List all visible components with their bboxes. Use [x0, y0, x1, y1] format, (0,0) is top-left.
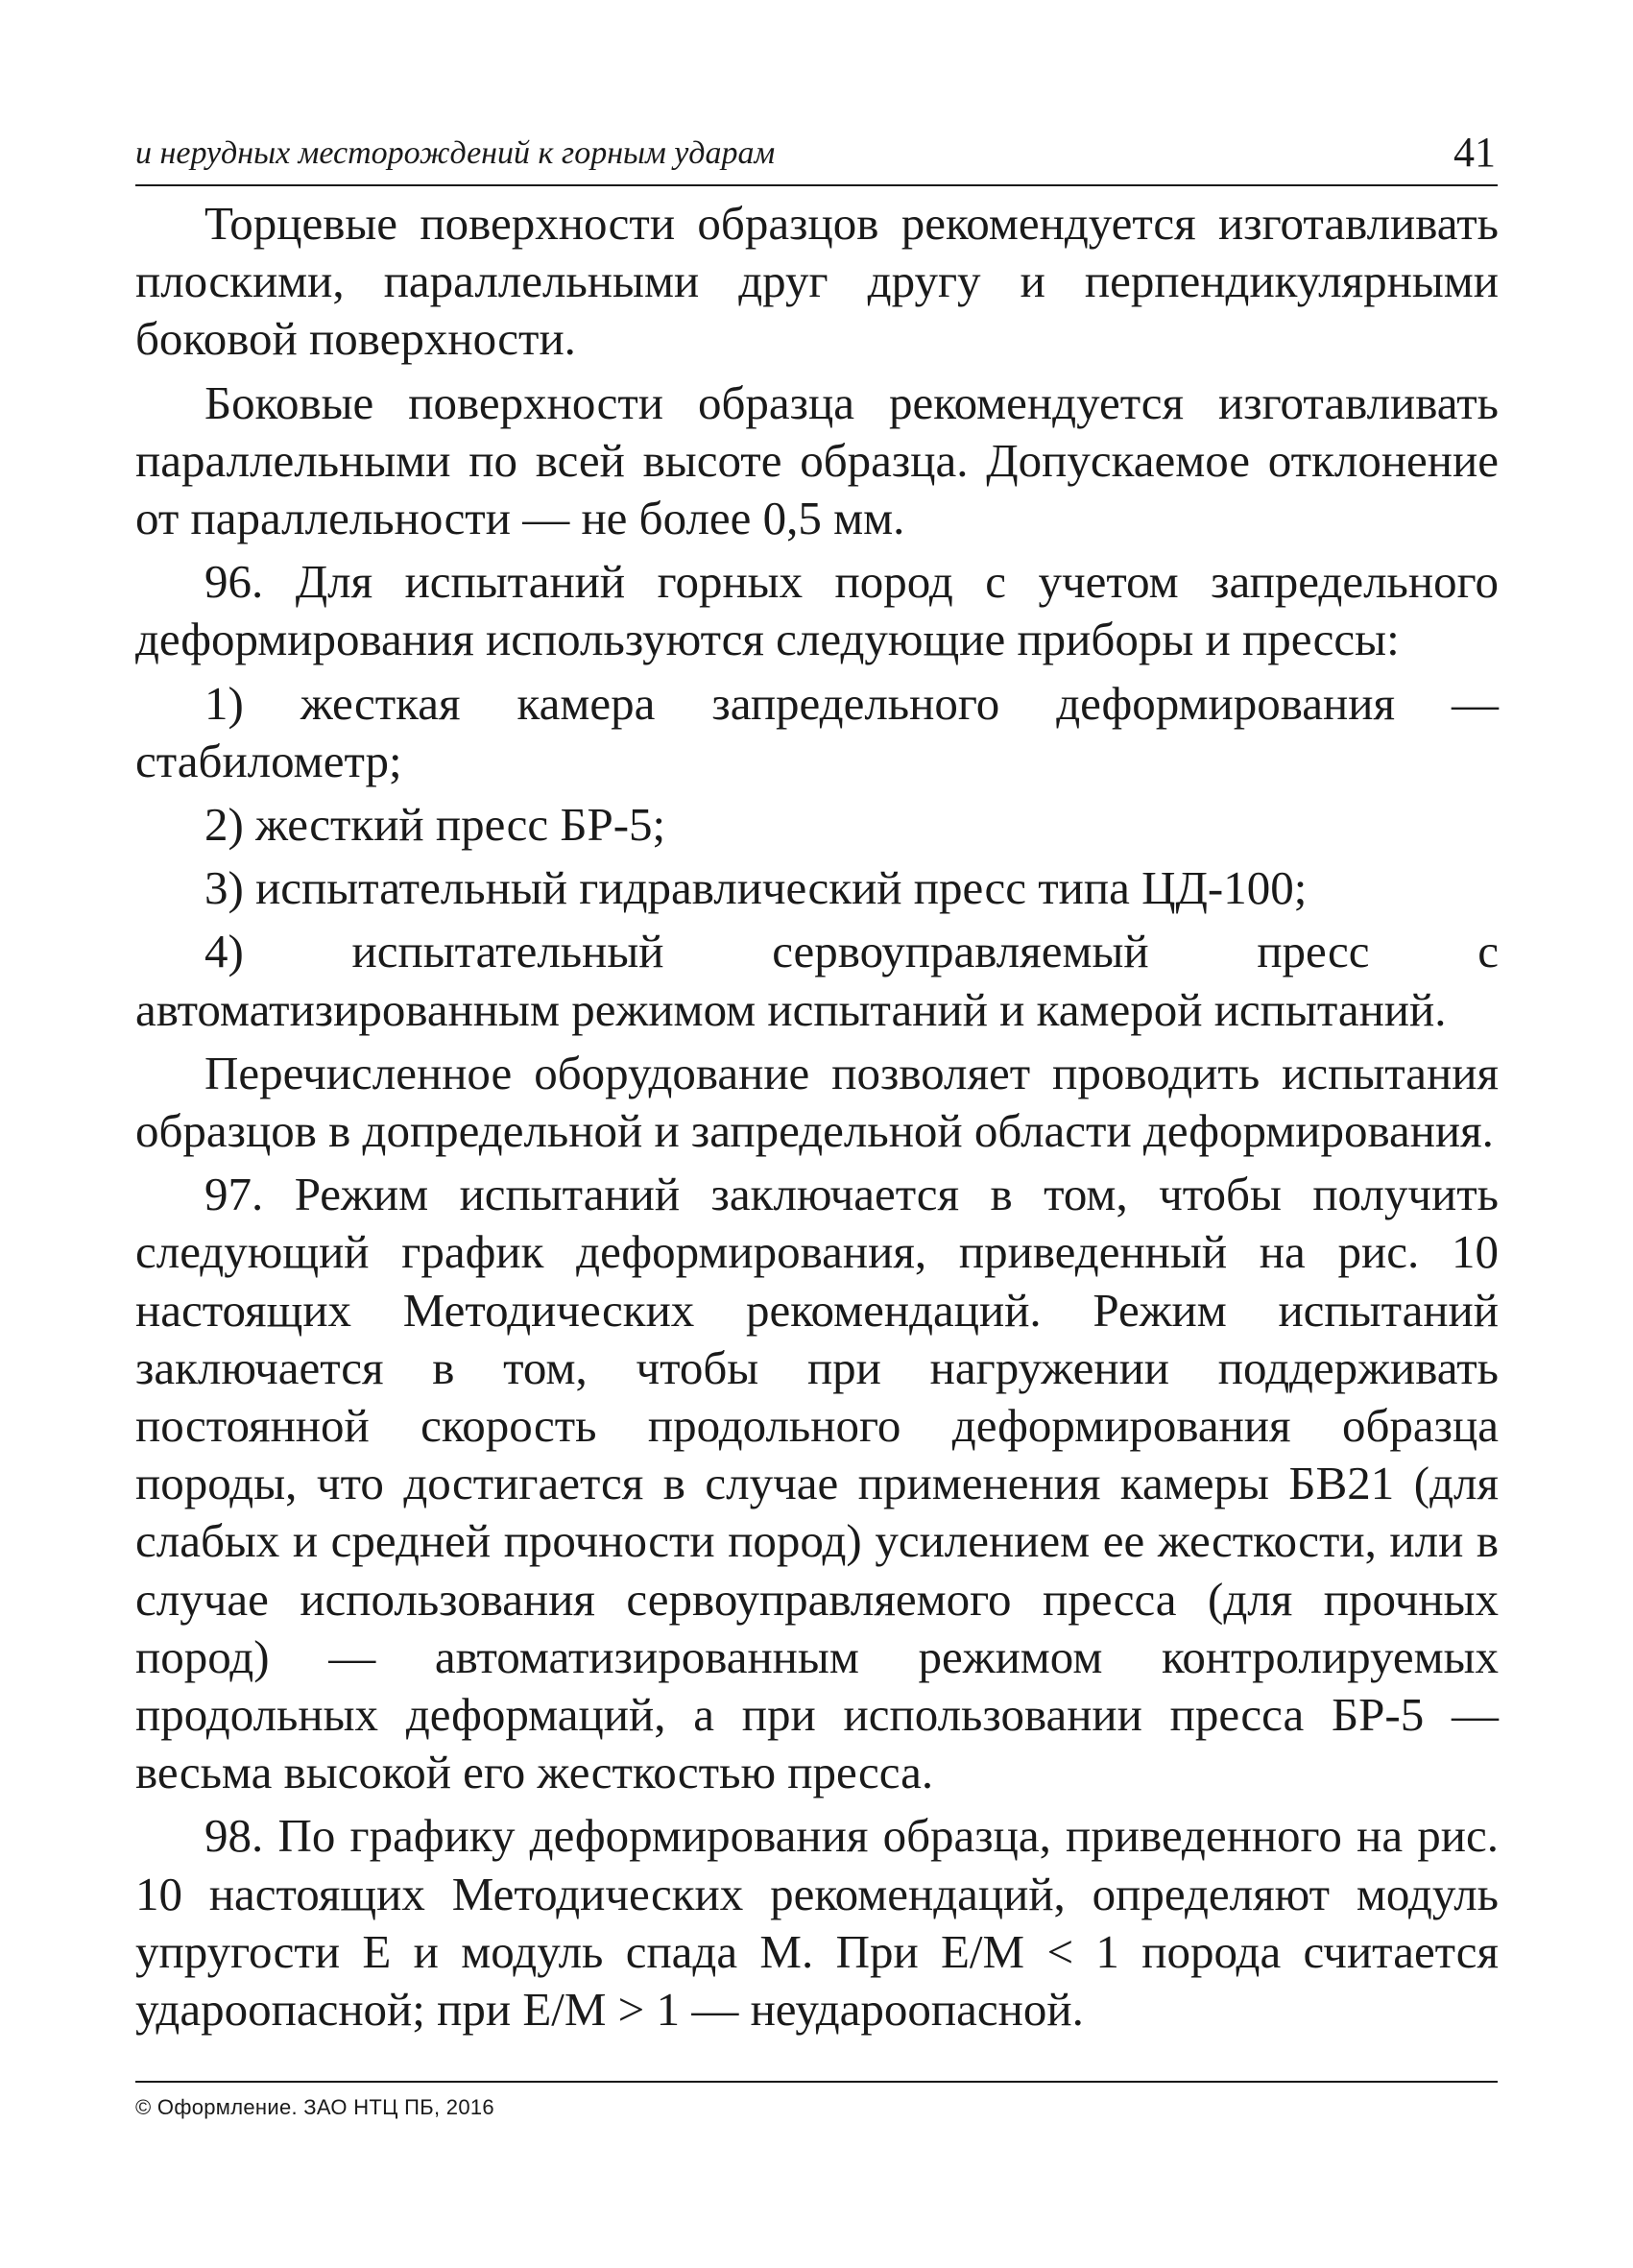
body-text [135, 195, 1499, 2044]
list-item-3: 3) испытательный гидравлический пресс типа ЦД-100; [204, 861, 1308, 915]
paragraph-equipment: Перечисленное оборудование позволяет проводить испытания образцов в допредельной и запредельной области деформирования. [135, 1046, 1499, 1158]
page-footer [135, 2081, 1498, 2121]
footer-copyright: © Оформление. ЗАО НТЦ ПБ, 2016 [135, 2095, 494, 2119]
list-item-2: 2) жесткий пресс БР-5; [204, 798, 666, 852]
list-item-4: 4) испытательный сервоуправляемый пресс с автоматизированным режимом испытаний и камерой испытаний. [135, 925, 1499, 1036]
paragraph-item-98: 98. По графику деформирования образца, приведенного на рис. 10 настоящих Методических рекомендаций, определяют модуль упругости Е и модуль спада М. При Е/М < 1 порода считается удароопасной; при Е/М > 1 — неудароопасной. [135, 1809, 1499, 2037]
paragraph-side-surfaces: Боковые поверхности образца рекомендуется изготавливать параллельными по всей высоте образца. Допускаемое отклонение от параллельности — не более 0,5 мм. [135, 375, 1499, 545]
running-header-title: и нерудных месторождений к горным ударам [135, 135, 776, 171]
list-item-1: 1) жесткая камера запредельного деформирования — стабилометр; [135, 676, 1499, 787]
running-header [135, 115, 1498, 186]
paragraph-item-96: 96. Для испытаний горных пород с учетом запредельного деформирования используются следующие приборы и прессы: [135, 555, 1499, 666]
paragraph-end-faces: Торцевые поверхности образцов рекомендуется изготавливать плоскими, параллельными друг другу и перпендикулярными боковой поверхности. [135, 197, 1499, 366]
page-number: 41 [1453, 129, 1496, 176]
paragraph-item-97: 97. Режим испытаний заключается в том, чтобы получить следующий график деформирования, приведенный на рис. 10 настоящих Методических рекомендаций. Режим испытаний заключается в том, чтобы при нагружении поддерживать постоянной скорость продольного деформирования образца породы, что достигается в случае применения камеры БВ21 (для слабых и средней прочности пород) усилением ее жесткости, или в случае использования сервоуправляемого пресса (для прочных пород) — автоматизированным режимом контролируемых продольных деформаций, а при использовании пресса БР-5 — весьма высокой его жесткостью пресса. [135, 1168, 1499, 1799]
